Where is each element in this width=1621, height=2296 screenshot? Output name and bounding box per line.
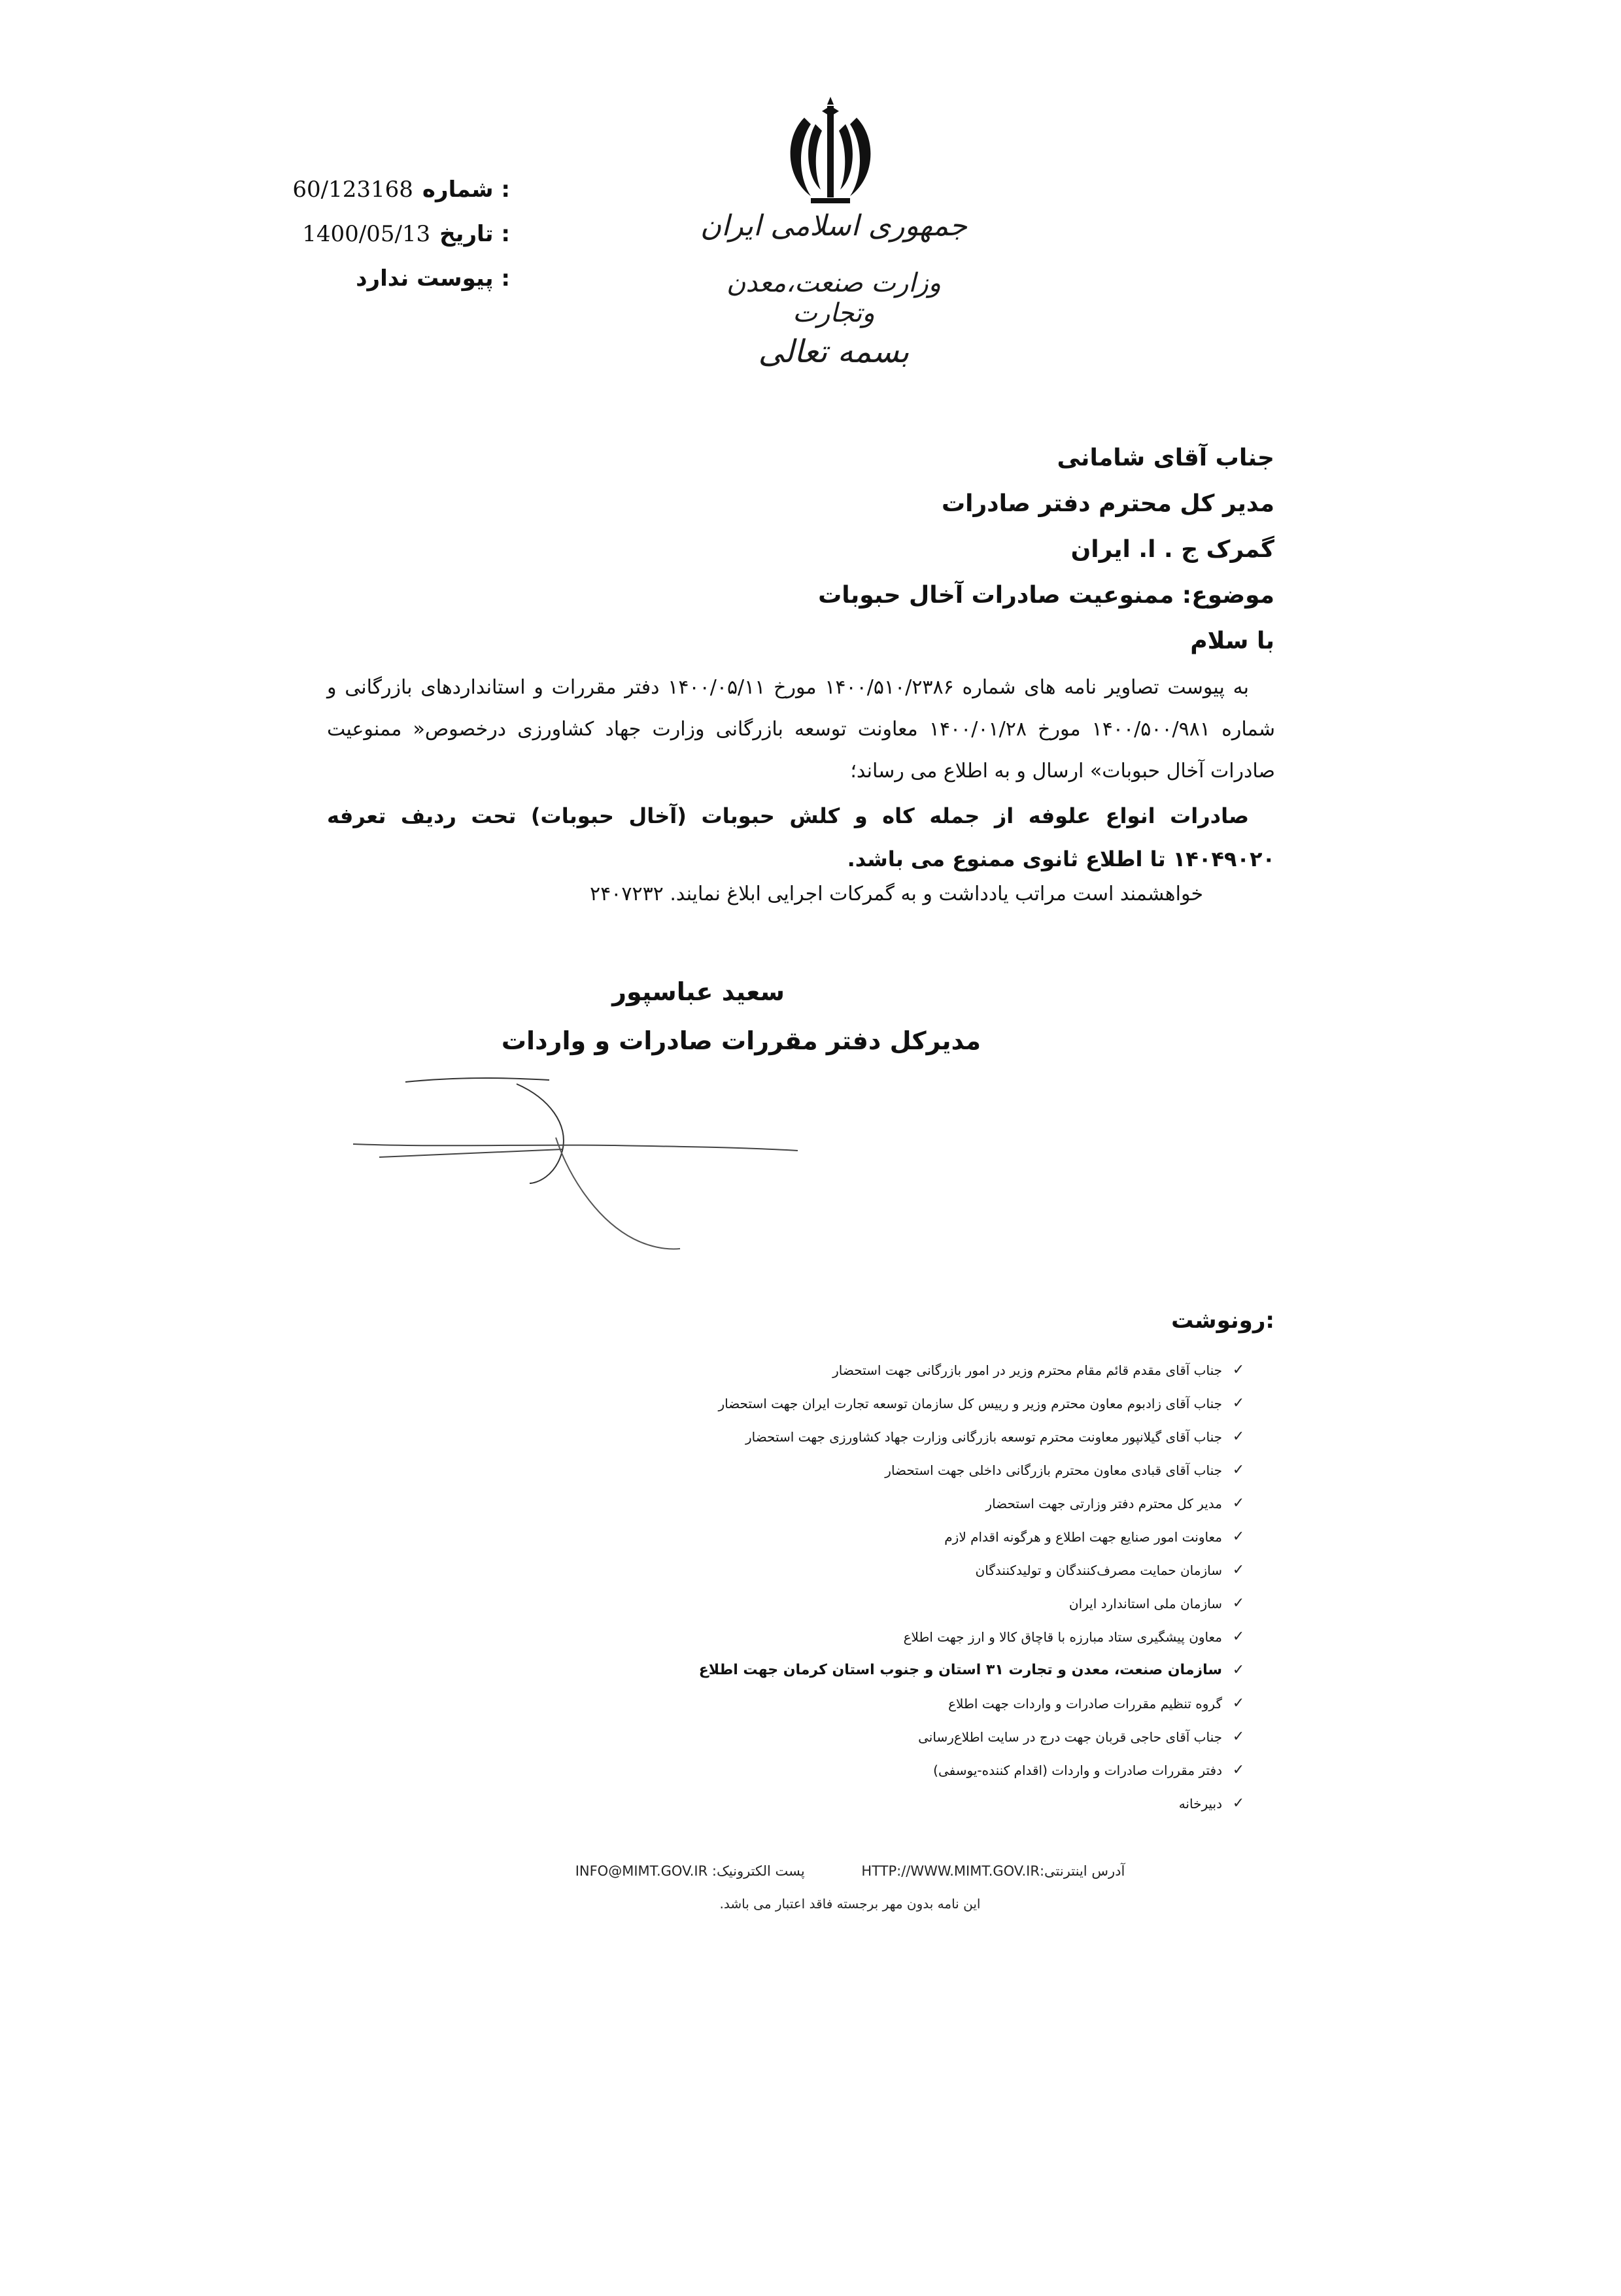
check-icon: ✓ [1232, 1362, 1245, 1378]
cc-item [470, 1687, 1255, 1720]
cc-item-text: جناب آقای زادبوم معاون محترم وزیر و رییس کل سازمان توسعه تجارت ایران جهت استحضار [718, 1395, 1222, 1411]
cc-item-text: جناب آقای گیلانپور معاونت محترم توسعه بازرگانی وزارت جهاد کشاورزی جهت استحضار [745, 1428, 1222, 1445]
letter-date: 1400/05/13 [302, 221, 431, 247]
cc-item [470, 1753, 1255, 1787]
addressee-title: مدیر کل محترم دفتر صادرات [941, 490, 1274, 517]
cc-item [470, 1787, 1255, 1820]
check-icon: ✓ [1232, 1662, 1245, 1678]
check-icon: ✓ [1232, 1695, 1245, 1712]
check-icon: ✓ [1232, 1428, 1245, 1445]
cc-item-text: جناب آقای حاجی قربان جهت درج در سایت اطلاع‌رسانی [918, 1729, 1222, 1745]
addressee-org: گمرک ج . ا. ایران [1070, 536, 1274, 563]
cc-item-text: مدیر کل محترم دفتر وزارتی جهت استحضار [985, 1495, 1222, 1511]
cc-item [470, 1420, 1255, 1453]
letter-number-label: شماره : [422, 177, 510, 203]
iran-emblem-icon [775, 92, 886, 206]
cc-item [470, 1453, 1255, 1487]
footer-website: آدرس اینترنتی:HTTP://WWW.MIMT.GOV.IR [861, 1863, 1125, 1879]
letter-meta [262, 177, 510, 310]
cc-item-text: معاون پیشگیری ستاد مبارزه با قاچاق کالا و ارز جهت اطلاع [903, 1629, 1222, 1645]
cc-item-text: سازمان حمایت مصرف‌کنندگان و تولیدکنندگان [975, 1562, 1222, 1578]
letter-attachment-row [262, 265, 510, 310]
check-icon: ✓ [1232, 1729, 1245, 1745]
check-icon: ✓ [1232, 1528, 1245, 1545]
letter-greeting: با سلام [1190, 628, 1274, 654]
body-paragraph-2: صادرات انواع علوفه از جمله کاه و کلش حبوبات (آخال حبوبات) تحت ردیف تعرفه ۱۴۰۴۹۰۲۰ تا اطلاع ثانوی ممنوع می باشد. [327, 803, 1275, 871]
cc-item [470, 1353, 1255, 1387]
cc-item-text: معاونت امور صنایع جهت اطلاع و هرگونه اقدام لازم [944, 1528, 1222, 1545]
cc-item-text: جناب آقای قبادی معاون محترم بازرگانی داخلی جهت استحضار [885, 1462, 1222, 1478]
cc-item-text: دفتر مقررات صادرات و واردات (اقدام کننده-یوسفی) [933, 1762, 1222, 1778]
letter-date-label: تاریخ : [439, 221, 510, 247]
check-icon: ✓ [1232, 1562, 1245, 1578]
footer-contact [458, 1863, 1242, 1879]
check-icon: ✓ [1232, 1462, 1245, 1478]
basmala-calligraphy: بسمه تعالی [758, 333, 910, 370]
check-icon: ✓ [1232, 1795, 1245, 1812]
check-icon: ✓ [1232, 1395, 1245, 1411]
signatory-title: مدیرکل دفتر مقررات صادرات و واردات [501, 1026, 981, 1055]
letter-attachment-label: پیوست : [417, 265, 510, 292]
letter-date-row [262, 221, 510, 265]
letter-attachment-value: ندارد [356, 265, 409, 292]
cc-item [470, 1387, 1255, 1420]
handwritten-signature [340, 1072, 837, 1268]
check-icon: ✓ [1232, 1629, 1245, 1645]
cc-item-text: جناب آقای مقدم قائم مقام محترم وزیر در امور بازرگانی جهت استحضار [832, 1362, 1222, 1378]
ministry-calligraphy: وزارت صنعت،معدن وتجارت [726, 268, 942, 328]
cc-item-text: دبیرخانه [1178, 1795, 1222, 1812]
body-paragraph-1: به پیوست تصاویر نامه های شماره ۱۴۰۰/۵۱۰/۲۳۸۶ مورخ ۱۴۰۰/۰۵/۱۱ دفتر مقررات و استانداردهای بازرگانی و شماره ۱۴۰۰/۵۰۰/۹۸۱ مورخ ۱۴۰۰/۰۱/۲۸ معاونت توسعه بازرگانی وزارت جهاد کشاورزی درخصوص« ممنوعیت صادرات آخال حبوبات» ارسال و به اطلاع می رساند؛ [327, 676, 1275, 783]
signatory-name: سعید عباسپور [612, 977, 785, 1006]
check-icon: ✓ [1232, 1595, 1245, 1612]
cc-item [470, 1487, 1255, 1520]
cc-item-text: سازمان ملی استاندارد ایران [1068, 1595, 1222, 1612]
cc-item [470, 1587, 1255, 1620]
closing-line: خواهشمند است مراتب یادداشت و به گمرکات اجرایی ابلاغ نمایند. ۲۴۰۷۲۳۲ [590, 883, 1203, 905]
cc-list [470, 1353, 1255, 1820]
cc-item [470, 1520, 1255, 1553]
cc-item-text: سازمان صنعت، معدن و تجارت ۳۱ استان و جنوب استان کرمان جهت اطلاع [698, 1662, 1222, 1678]
cc-item [470, 1653, 1255, 1687]
cc-item-text: گروه تنظیم مقررات صادرات و واردات جهت اطلاع [948, 1695, 1222, 1712]
letter-subject: موضوع: ممنوعیت صادرات آخال حبوبات [818, 582, 1274, 609]
republic-calligraphy: جمهوری اسلامی ایران [700, 209, 968, 243]
cc-title: رونوشت: [1171, 1308, 1274, 1334]
letter-number-row [262, 177, 510, 221]
cc-item [470, 1620, 1255, 1653]
cc-item [470, 1720, 1255, 1753]
check-icon: ✓ [1232, 1762, 1245, 1778]
addressee-name: جناب آقای شامانی [1057, 445, 1274, 471]
check-icon: ✓ [1232, 1495, 1245, 1511]
footer-email: پست الکترونیک: INFO@MIMT.GOV.IR [575, 1863, 805, 1879]
letter-number: 60/123168 [292, 177, 413, 203]
cc-item [470, 1553, 1255, 1587]
footer-note: این نامه بدون مهر برجسته فاقد اعتبار می باشد. [719, 1896, 981, 1912]
